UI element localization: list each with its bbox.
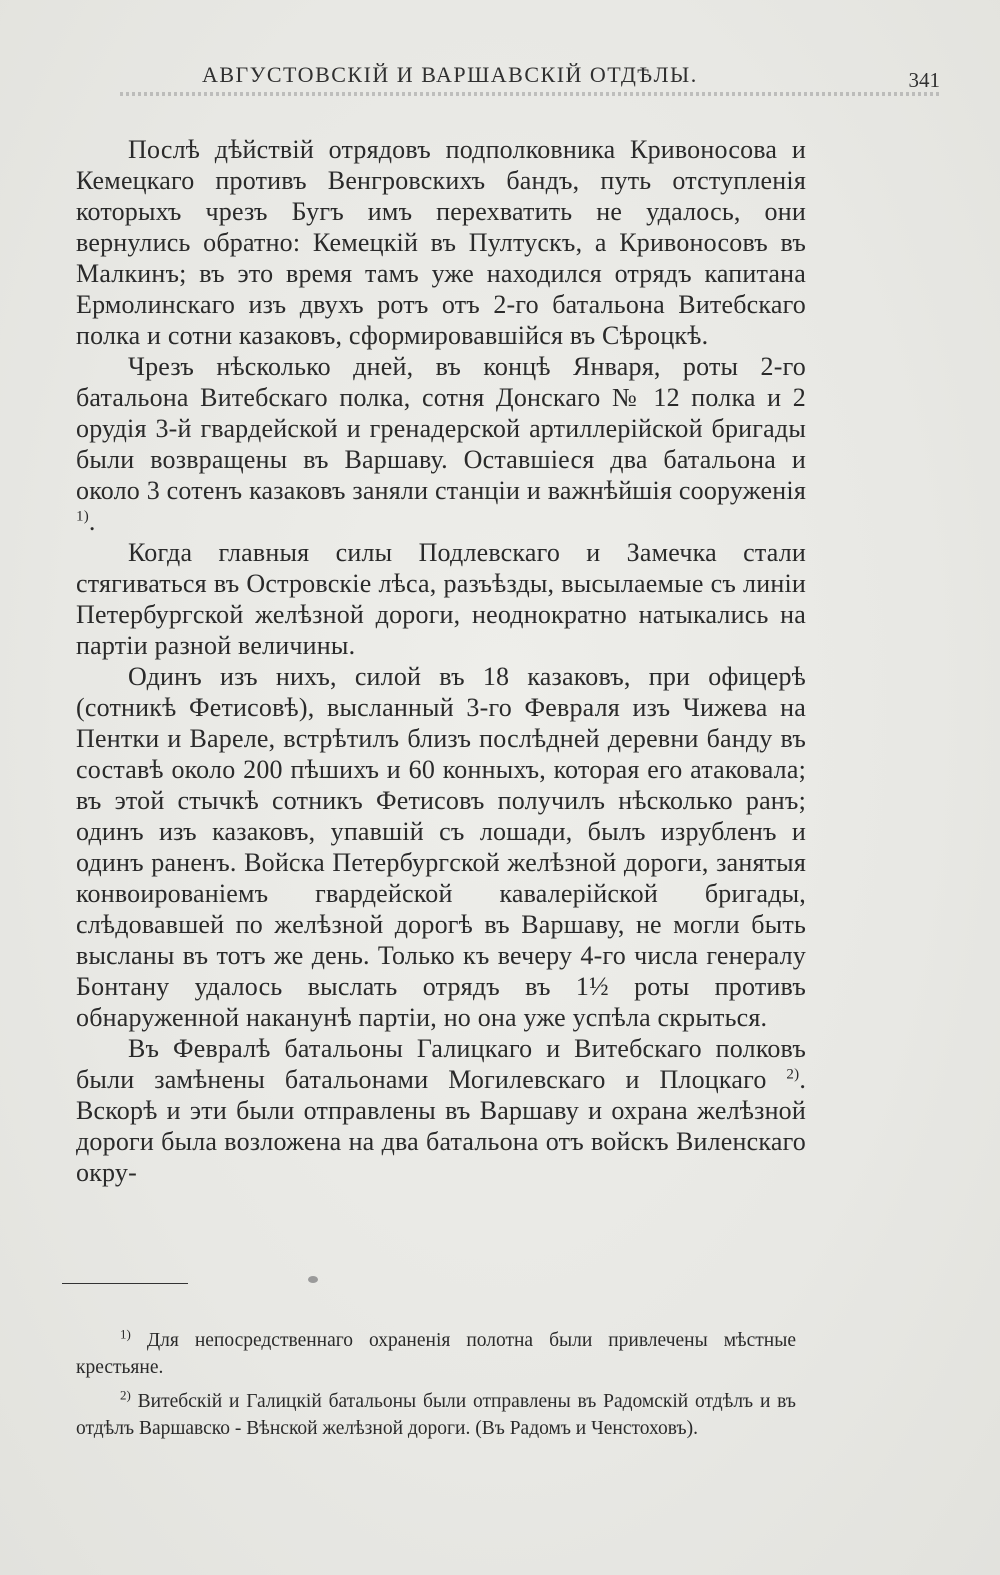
running-title: АВГУСТОВСКIЙ И ВАРШАВСКIЙ ОТДѢЛЫ. (202, 62, 698, 87)
paragraph-text: Одинъ изъ нихъ, силой въ 18 казаковъ, при офицерѣ (сотникѣ Фетисовѣ), высланный 3-го Февраля изъ Чижева на Пентки и Вареле, встрѣтилъ близъ послѣдней деревни банду въ составѣ около 200 пѣшихъ и 60 конныхъ, которая его атаковала; въ этой стычкѣ сотникъ Фетисовъ получилъ нѣсколько ранъ; одинъ изъ казаковъ, упавшій съ лошади, былъ изрубленъ и одинъ раненъ. Войска Петербургской желѣзной дороги, занятыя конвоированіемъ гвардейской кавалерійской бригады, слѣдовавшей по желѣзной дорогѣ въ Варшаву, не могли быть высланы въ тотъ же день. Только къ вечеру 4-го числа генералу Бонтану удалось выслать отрядъ въ 1½ роты противъ обнаруженной наканунѣ партіи, но она уже успѣла скрыться. (76, 662, 806, 1032)
paragraph-text: . Вскорѣ и эти были отправлены въ Варшаву и охрана желѣзной дороги была возложена на два батальона отъ войскъ Виленскаго окру- (76, 1065, 807, 1187)
paragraph (76, 661, 806, 1033)
paragraph (76, 1033, 806, 1188)
footnote (76, 1388, 796, 1442)
footnote-mark: 1) (120, 1326, 131, 1342)
paragraph-text: Въ Февралѣ батальоны Галицкаго и Витебскаго полковъ были замѣнены батальонами Могилевскаго и Плоцкаго (76, 1034, 806, 1094)
page-number: 341 (908, 68, 940, 92)
footnotes (76, 1327, 796, 1449)
paragraph-text: Чрезъ нѣсколько дней, въ концѣ Января, роты 2-го батальона Витебскаго полка, сотня Донскаго № 12 полка и 2 орудія 3-й гвардейской и гренадерской артиллерійской бригады были возвращены въ Варшаву. Оставшіеся два батальона и около 3 сотенъ казаковъ заняли станціи и важнѣйшія сооруженія (76, 352, 806, 505)
paragraph-text: Когда главныя силы Подлевскаго и Замечка стали стягиваться въ Островскіе лѣса, разъѣзды, высылаемые съ линіи Петербургской желѣзной дороги, неоднократно натыкались на партіи разной величины. (76, 538, 806, 660)
header-divider (120, 92, 940, 96)
main-text (76, 134, 806, 1188)
footnote-text: Витебскій и Галицкій батальоны были отправлены въ Радомскій отдѣлъ и въ отдѣлъ Варшавско - Вѣнской желѣзной дороги. (Въ Радомъ и Ченстоховъ). (76, 1391, 796, 1439)
paragraph (76, 134, 806, 351)
page-header (80, 56, 940, 96)
paragraph-text: . (88, 507, 96, 536)
footnote-divider (62, 1283, 188, 1284)
paragraph-text: Послѣ дѣйствій отрядовъ подполковника Кривоносова и Кемецкаго противъ Венгровскихъ бандъ, путь отступленія которыхъ чрезъ Бугъ имъ перехватить не удалось, они вернулись обратно: Кемецкій въ Пултускъ, а Кривоносовъ въ Малкинъ; въ это время тамъ уже находился отрядъ капитана Ермолинскаго изъ двухъ ротъ отъ 2-го батальона Витебскаго полка и сотни казаковъ, сформировавшійся въ Сѣроцкѣ. (76, 135, 806, 350)
footnote (76, 1327, 796, 1381)
footnote-text: Для непосредственнаго охраненія полотна были привлечены мѣстные крестьяне. (76, 1330, 796, 1378)
paragraph (76, 537, 806, 661)
ink-spot (308, 1276, 318, 1283)
footnote-reference[interactable]: 2) (786, 1066, 800, 1083)
footnote-mark: 2) (120, 1387, 131, 1403)
footnote-reference[interactable]: 1) (76, 508, 89, 525)
paragraph (76, 351, 806, 537)
